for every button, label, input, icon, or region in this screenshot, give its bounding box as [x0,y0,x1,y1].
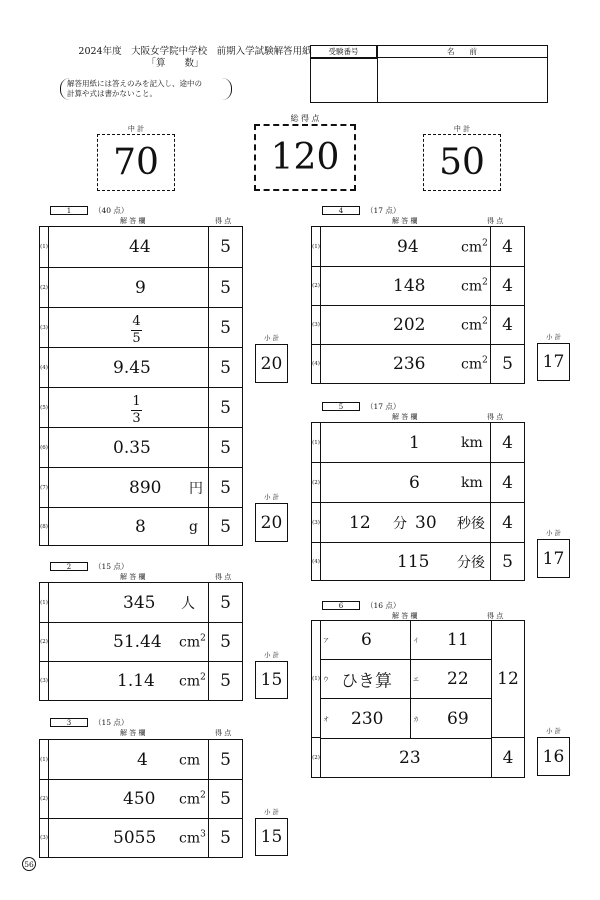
question-number: (2) [40,780,49,818]
section-3-number: 3 [50,718,88,727]
answer-value: 1 [409,432,420,453]
key-label: ア [323,637,330,645]
section-6-answer-col: 解 答 欄 [392,612,418,620]
section-6-number: 6 [322,601,360,610]
answer-cell[interactable] [321,423,491,462]
note-line-1: 解答用紙には答えのみを記入し、途中の [67,79,202,88]
answer-value: 69 [447,708,469,729]
question-number: (2) [312,463,321,502]
section-5-header [322,402,400,412]
answer-value: 450 [123,789,156,809]
answer-unit: cm [461,356,483,373]
section-1-row-8 [40,507,242,546]
answer-cell-u[interactable] [321,659,411,699]
key-label: カ [413,716,420,723]
id-label: 受験番号 [311,46,377,58]
section-2-row-3 [40,661,242,700]
key-label: イ [413,637,420,645]
score-cell: 12 [492,621,524,738]
section-5-grid [311,422,525,581]
unit-exponent: 2 [482,316,488,327]
instruction-note [60,78,232,100]
answer-value: 236 [393,354,426,374]
left-midtotal-box: 70 [97,134,175,191]
answer-cell[interactable] [49,468,209,507]
answer-cell[interactable] [49,508,209,546]
question-number: (3) [312,503,321,542]
answer-value: 51.44 [113,632,162,652]
section-1-subtotal-a: 20 [255,344,288,383]
section-3-answer-col: 解 答 欄 [120,729,146,737]
answer-value: 23 [399,747,421,768]
answer-value: 890 [129,477,162,498]
question-number: (3) [40,819,49,857]
question-number: (1) [40,583,49,622]
answer-value-seconds: 30 [415,512,437,533]
section-2-answer-col: 解 答 欄 [120,573,146,581]
section-5-row-2 [312,462,524,502]
answer-cell-a[interactable] [321,621,411,660]
section-1-points: （40 点） [94,206,129,215]
answer-value: 6 [409,472,420,493]
section-1-subtotal-a-label: 小 計 [263,334,280,342]
question-number: (2) [312,267,321,305]
section-4-subtotal: 17 [537,343,570,381]
question-number: (5) [40,388,49,427]
section-2-number: 2 [50,562,88,571]
unit-exponent: 3 [200,829,206,840]
answer-value: 9.45 [113,357,151,378]
answer-value: 5055 [113,828,157,848]
answer-cell[interactable] [321,543,491,580]
answer-cell[interactable] [49,780,209,818]
score-cell: 5 [220,632,231,652]
answer-value: 115 [397,551,430,572]
answer-value: 345 [123,592,156,613]
section-1-subtotal-b-label: 小 計 [263,493,280,501]
grand-total-box: 120 [254,124,356,191]
section-1-row-3 [40,307,242,347]
section-4-row-1 [312,227,524,266]
answer-value: 44 [129,237,151,257]
left-midtotal-label: 中 計 [127,125,145,133]
answer-unit: km [461,434,483,451]
unit-exponent: 2 [200,633,206,644]
answer-cell[interactable] [49,623,209,661]
section-5-row-4 [312,542,524,580]
score-cell: 5 [502,354,513,374]
section-4-grid [311,226,525,384]
section-1-grid [39,226,243,546]
section-5-subtotal: 17 [537,539,570,578]
fraction-numerator: 1 [132,393,141,409]
answer-cell[interactable] [49,583,209,622]
answer-unit: g [189,519,198,535]
answer-value: 8 [135,517,146,537]
answer-cell[interactable] [49,740,209,779]
answer-unit: cm [179,830,201,847]
question-number: (6) [40,428,49,467]
answer-unit: cm [179,634,201,651]
answer-cell[interactable] [321,463,491,502]
section-6-header [322,601,400,611]
section-3-subtotal: 15 [255,818,288,856]
section-4-row-4 [312,344,524,383]
answer-value: 11 [447,630,469,650]
answer-cell[interactable] [49,388,209,427]
answer-cell-o[interactable] [321,698,411,739]
section-4-row-3 [312,305,524,344]
section-3-row-1 [40,740,242,779]
answer-cell[interactable] [49,662,209,700]
answer-cell[interactable] [49,227,209,267]
section-4-points: （17 点） [366,206,401,215]
score-cell: 5 [220,592,231,613]
score-cell: 5 [220,317,231,338]
unit-exponent: 2 [482,277,488,288]
section-6-subtotal: 16 [537,737,570,776]
section-5-answer-col: 解 答 欄 [392,413,418,421]
answer-unit: cm [461,278,483,295]
score-cell: 5 [220,237,231,257]
score-cell: 5 [220,397,231,418]
score-cell: 4 [502,472,513,493]
section-1-row-4 [40,347,242,387]
score-cell: 5 [220,789,231,809]
section-2-subtotal-label: 小 計 [263,651,280,659]
page-number: 56 [22,857,36,871]
score-cell: 5 [220,477,231,498]
section-4-number: 4 [322,206,360,215]
section-6-grid [311,620,525,778]
section-1-row-2 [40,267,242,307]
section-2-grid [39,582,243,701]
section-4-header [322,206,400,216]
answer-unit: cm [179,752,201,768]
section-5-number: 5 [322,402,360,411]
note-line-2: 計算や式は書かないこと。 [67,89,157,98]
answer-value: 202 [393,315,426,335]
answer-unit-minutes: 分 [393,515,407,532]
score-cell: 5 [220,357,231,378]
section-2-subtotal: 15 [255,661,288,699]
question-number: (3) [40,662,49,700]
section-3-points: （15 点） [94,718,129,727]
unit-exponent: 2 [482,355,488,366]
question-number: (1) [312,423,321,462]
answer-cell-ka[interactable] [410,698,492,739]
question-number: (7) [40,468,49,507]
fraction-denominator: 3 [132,410,141,426]
question-number: (2) [312,738,321,777]
right-midtotal-box: 50 [423,134,501,191]
section-6-score-col: 得 点 [487,612,504,620]
section-2-row-2 [40,622,242,661]
question-number: (2) [40,623,49,661]
section-5-score-col: 得 点 [487,413,504,421]
answer-value: 0.35 [113,437,151,458]
section-3-header [50,718,128,728]
answer-fraction [131,390,142,426]
section-5-subtotal-label: 小 計 [545,529,562,537]
section-1-answer-col: 解 答 欄 [120,217,146,225]
section-1-header [50,206,128,216]
examinee-id-table [310,45,548,103]
answer-cell[interactable] [49,308,209,347]
question-number: (4) [40,348,49,387]
section-1-row-1 [40,227,242,267]
score-cell: 5 [220,517,231,537]
answer-unit: km [461,474,483,491]
answer-cell[interactable] [321,227,491,266]
score-cell: 4 [502,236,513,257]
section-5-points: （17 点） [366,402,401,411]
answer-cell-e[interactable] [410,659,492,699]
score-cell: 5 [220,828,231,848]
id-field[interactable] [311,59,377,102]
question-number: (3) [40,308,49,347]
question-number: (4) [312,345,321,383]
answer-value: 22 [447,669,469,689]
answer-unit: 円 [189,480,203,497]
section-5-row-1 [312,423,524,462]
score-cell: 4 [502,747,514,768]
question-number: (2) [40,268,49,307]
section-3-subtotal-label: 小 計 [263,808,280,816]
section-6-points: （16 点） [366,601,401,610]
section-2-row-1 [40,583,242,622]
answer-value: 9 [135,277,146,298]
answer-cell[interactable] [321,345,491,383]
title-line-1: 2024年度 大阪女学院中学校 前期入学試験解答用紙 [78,46,312,57]
score-cell: 4 [502,512,513,533]
question-number: (3) [312,306,321,344]
section-4-score-col: 得 点 [487,217,504,225]
grand-total-label: 総 得 点 [290,114,320,123]
section-1-row-7 [40,467,242,507]
section-1-row-5 [40,387,242,427]
answer-cell[interactable] [49,348,209,387]
title-line-2: 「算 数」 [146,58,204,69]
question-number: (4) [312,543,321,580]
name-label: 名 前 [377,46,547,58]
section-3-grid [39,739,243,858]
score-cell: 4 [502,432,513,453]
section-1-subtotal-b: 20 [255,503,288,542]
fraction-numerator: 4 [132,313,141,329]
key-label: オ [323,716,330,723]
answer-cell[interactable] [321,503,491,542]
answer-value: ひき算 [341,671,392,692]
section-2-header [50,562,128,572]
answer-unit: cm [461,317,483,334]
score-cell: 5 [502,551,513,572]
section-1-row-6 [40,427,242,467]
score-cell: 5 [220,277,231,298]
question-number: (1) [312,227,321,266]
section-4-subtotal-label: 小 計 [545,333,562,341]
answer-value: 4 [137,749,148,770]
answer-cell[interactable] [321,267,491,305]
score-cell: 5 [220,437,231,458]
section-4-row-2 [312,266,524,305]
answer-unit: 分後 [457,554,485,571]
answer-unit: cm [461,239,483,255]
name-field[interactable] [378,59,547,102]
section-3-row-3 [40,818,242,857]
score-cell: 4 [502,276,513,296]
question-number: (1) [40,227,49,267]
answer-unit: cm [179,673,201,690]
score-cell: 5 [220,749,231,770]
section-3-row-2 [40,779,242,818]
unit-exponent: 2 [200,790,206,801]
score-cell: 4 [502,315,513,335]
answer-value: 1.14 [117,671,155,691]
section-1-number: 1 [50,206,88,215]
answer-value: 94 [397,236,419,257]
section-1-score-col: 得 点 [215,217,232,225]
unit-exponent: 2 [482,238,488,248]
section-5-row-3 [312,502,524,542]
answer-cell-i[interactable] [410,621,492,660]
question-number: (8) [40,508,49,546]
answer-unit: 秒後 [457,515,485,532]
section-6-subtotal-label: 小 計 [545,727,562,735]
section-2-score-col: 得 点 [215,573,232,581]
fraction-denominator: 5 [132,330,141,346]
right-midtotal-label: 中 計 [453,125,471,133]
unit-exponent: 2 [200,672,206,683]
answer-cell[interactable] [49,819,209,857]
section-2-points: （15 点） [94,562,129,571]
answer-cell[interactable] [49,268,209,307]
section-4-answer-col: 解 答 欄 [392,217,418,225]
key-label: ウ [323,676,330,684]
answer-fraction [131,310,142,346]
answer-value: 6 [361,630,372,650]
score-cell: 5 [220,671,231,691]
section-3-score-col: 得 点 [215,729,232,737]
answer-value: 12 [349,512,371,533]
answer-unit: 人 [181,595,195,612]
answer-cell[interactable] [321,306,491,344]
question-number: (1) [40,740,49,779]
answer-value: 230 [351,708,384,729]
answer-cell[interactable] [321,738,492,777]
answer-value: 148 [393,276,426,296]
answer-cell[interactable] [49,428,209,467]
question-number: (1) [312,621,321,738]
key-label: エ [413,676,420,684]
answer-unit: cm [179,791,201,808]
